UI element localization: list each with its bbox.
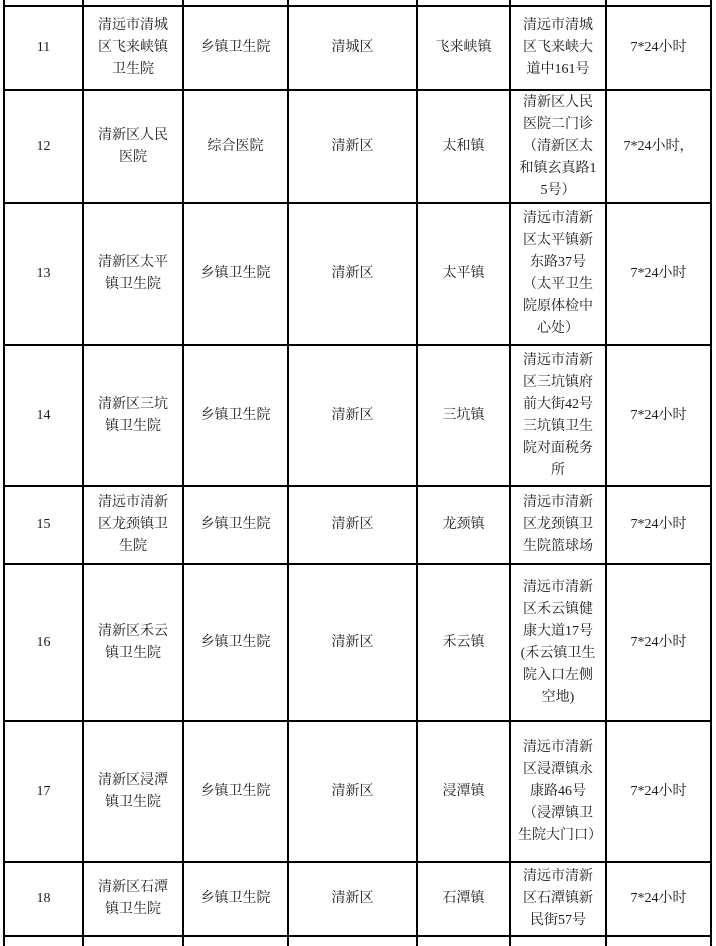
table-row — [4, 486, 711, 564]
cell-address: 清远市清新区禾云镇健康大道17号(禾云镇卫生院入口左侧空地) — [510, 564, 606, 721]
cell-service-hours: 7*24小时 — [606, 486, 711, 564]
cell-district: 清新区 — [288, 721, 417, 862]
cell-hospital-name: 清远市清城区飞来峡镇卫生院 — [83, 6, 183, 90]
partial-cell — [183, 936, 288, 946]
cell-row-number: 14 — [4, 345, 83, 486]
cell-row-number: 18 — [4, 862, 83, 936]
cell-service-hours: 7*24小时 — [606, 564, 711, 721]
cell-hospital-type: 乡镇卫生院 — [183, 6, 288, 90]
table-row — [4, 203, 711, 345]
cell-district: 清新区 — [288, 564, 417, 721]
cell-service-hours: 7*24小时， — [606, 90, 711, 203]
cell-row-number: 11 — [4, 6, 83, 90]
cell-town: 太和镇 — [417, 90, 510, 203]
cell-service-hours: 7*24小时 — [606, 721, 711, 862]
cell-district: 清新区 — [288, 862, 417, 936]
cell-district: 清新区 — [288, 345, 417, 486]
cell-service-hours: 7*24小时 — [606, 862, 711, 936]
cell-row-number: 17 — [4, 721, 83, 862]
cell-row-number: 12 — [4, 90, 83, 203]
cell-town: 三坑镇 — [417, 345, 510, 486]
cell-town: 飞来峡镇 — [417, 6, 510, 90]
partial-cell — [417, 936, 510, 946]
cell-address: 清远市清城区飞来峡大道中161号 — [510, 6, 606, 90]
cell-hospital-name: 清新区三坑镇卫生院 — [83, 345, 183, 486]
cell-row-number: 13 — [4, 203, 83, 345]
cell-address: 清远市清新区浸潭镇永康路46号（浸潭镇卫生院大门口） — [510, 721, 606, 862]
cell-service-hours: 7*24小时 — [606, 203, 711, 345]
cell-district: 清新区 — [288, 486, 417, 564]
cell-hospital-name: 清新区太平镇卫生院 — [83, 203, 183, 345]
table-body — [4, 0, 711, 946]
table-row — [4, 345, 711, 486]
cell-service-hours: 7*24小时 — [606, 6, 711, 90]
cell-hospital-name: 清远市清新区龙颈镇卫生院 — [83, 486, 183, 564]
hospital-table — [3, 0, 712, 946]
partial-cell — [4, 936, 83, 946]
table-row — [4, 6, 711, 90]
cell-district: 清城区 — [288, 6, 417, 90]
cell-address: 清远市清新区石潭镇新民街57号 — [510, 862, 606, 936]
cell-address: 清远市清新区三坑镇府前大街42号三坑镇卫生院对面税务所 — [510, 345, 606, 486]
table-row — [4, 564, 711, 721]
cell-address: 清远市清新区太平镇新东路37号（太平卫生院原体检中心处） — [510, 203, 606, 345]
cell-hospital-type: 乡镇卫生院 — [183, 486, 288, 564]
partial-cell — [288, 936, 417, 946]
cell-hospital-type: 乡镇卫生院 — [183, 862, 288, 936]
cell-hospital-type: 乡镇卫生院 — [183, 721, 288, 862]
cell-address: 清新区人民医院二门诊（清新区太和镇玄真路15号） — [510, 90, 606, 203]
table-row — [4, 90, 711, 203]
cell-district: 清新区 — [288, 203, 417, 345]
cell-district: 清新区 — [288, 90, 417, 203]
cell-hospital-type: 综合医院 — [183, 90, 288, 203]
partial-row-bottom — [4, 936, 711, 946]
cell-town: 太平镇 — [417, 203, 510, 345]
cell-hospital-name: 清新区石潭镇卫生院 — [83, 862, 183, 936]
cell-town: 石潭镇 — [417, 862, 510, 936]
cell-town: 浸潭镇 — [417, 721, 510, 862]
cell-hospital-type: 乡镇卫生院 — [183, 564, 288, 721]
cell-town: 禾云镇 — [417, 564, 510, 721]
cell-hospital-type: 乡镇卫生院 — [183, 345, 288, 486]
partial-cell — [606, 936, 711, 946]
cell-hospital-name: 清新区浸潭镇卫生院 — [83, 721, 183, 862]
cell-row-number: 15 — [4, 486, 83, 564]
cell-address: 清远市清新区龙颈镇卫生院篮球场 — [510, 486, 606, 564]
table-row — [4, 862, 711, 936]
partial-cell — [510, 936, 606, 946]
cell-row-number: 16 — [4, 564, 83, 721]
table-row — [4, 721, 711, 862]
cell-hospital-name: 清新区禾云镇卫生院 — [83, 564, 183, 721]
cell-town: 龙颈镇 — [417, 486, 510, 564]
cell-service-hours: 7*24小时 — [606, 345, 711, 486]
cell-hospital-name: 清新区人民医院 — [83, 90, 183, 203]
partial-cell — [83, 936, 183, 946]
cell-hospital-type: 乡镇卫生院 — [183, 203, 288, 345]
